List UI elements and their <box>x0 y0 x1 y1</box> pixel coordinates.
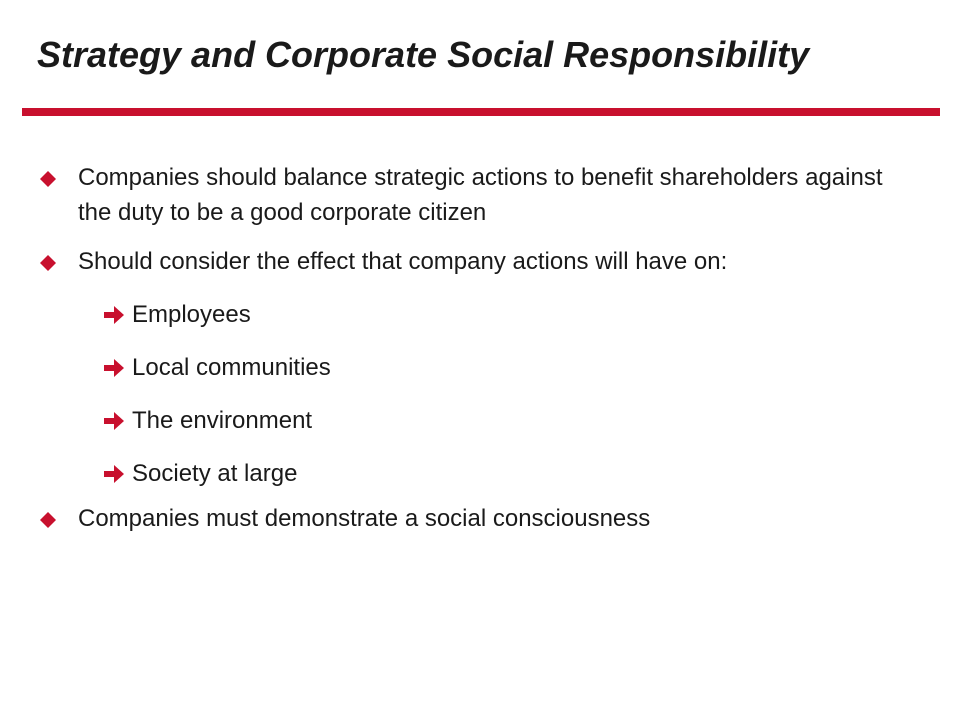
sub-bullet-item <box>38 350 918 385</box>
arrow-right-icon <box>104 306 124 324</box>
sub-bullet-text: Society at large <box>132 460 298 487</box>
title-divider <box>22 108 940 116</box>
bullet-list <box>38 160 918 536</box>
arrow-right-icon <box>104 359 124 377</box>
sub-bullet-text: Local communities <box>132 354 331 381</box>
slide-title: Strategy and Corporate Social Responsibility <box>37 34 810 75</box>
bullet-text: Companies should balance strategic actions to benefit shareholders against the duty to be a good corporate citizen <box>78 164 883 226</box>
sub-bullet-text: The environment <box>132 407 313 434</box>
bullet-text: Companies must demonstrate a social consciousness <box>78 505 651 532</box>
arrow-right-icon <box>104 412 124 430</box>
diamond-icon <box>40 255 56 271</box>
bullet-item <box>38 501 918 536</box>
sub-bullet-text: Employees <box>132 301 251 328</box>
arrow-right-icon <box>104 465 124 483</box>
sub-bullet-item <box>38 403 918 438</box>
sub-bullet-item <box>38 456 918 491</box>
diamond-icon <box>40 512 56 528</box>
sub-bullet-item <box>38 297 918 332</box>
diamond-icon <box>40 171 56 187</box>
bullet-text: Should consider the effect that company actions will have on: <box>78 248 728 275</box>
bullet-item <box>38 160 918 230</box>
bullet-item <box>38 244 918 279</box>
